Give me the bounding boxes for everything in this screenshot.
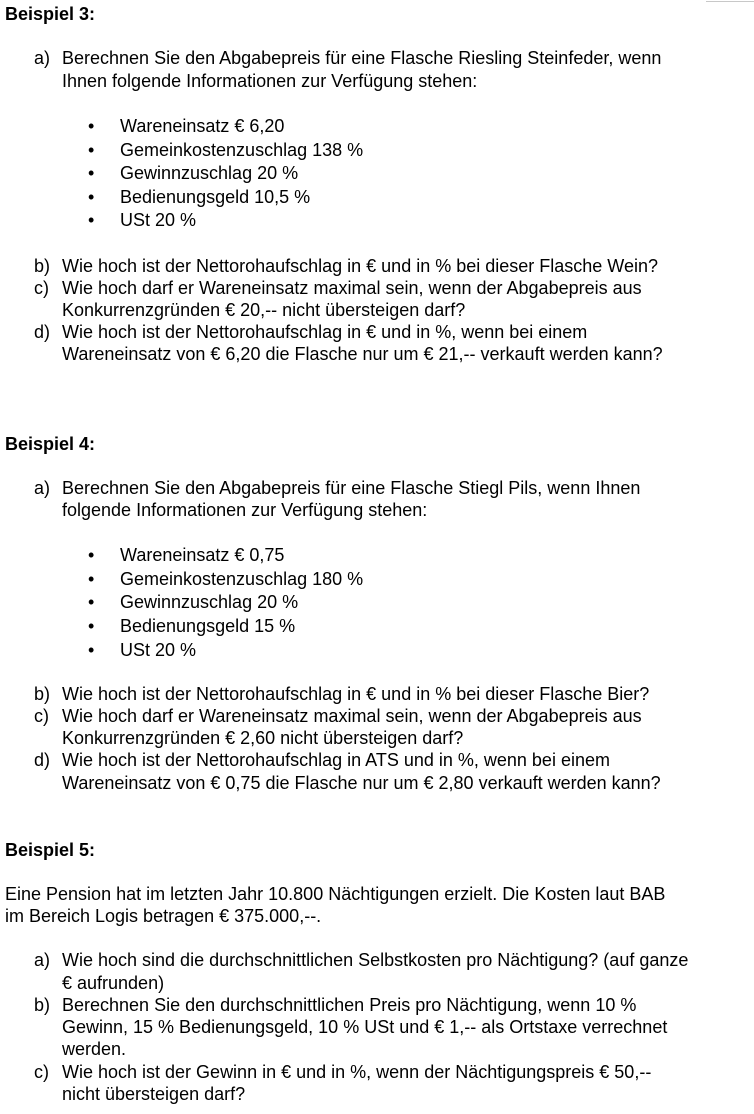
ex4-a-label: a): [34, 478, 51, 498]
ex3-a-label: a): [34, 48, 51, 68]
ex5-b-label: b): [34, 995, 51, 1015]
ex3-c-line-1: Wie hoch darf er Wareneinsatz maximal sein, wenn der Abgabepreis aus: [62, 278, 642, 298]
ex4-c-label: c): [34, 706, 49, 726]
ex5-b-line-2: Gewinn, 15 % Bedienungsgeld, 10 % USt und € 1,-- als Ortstaxe verrechnet: [62, 1017, 668, 1037]
ex4-bullet-2: Gemeinkostenzuschlag 180 %: [120, 569, 364, 589]
ex5-a-line-2: € aufrunden): [62, 973, 165, 993]
ex5-intro-line-1: Eine Pension hat im letzten Jahr 10.800 Nächtigungen erzielt. Die Kosten laut BAB: [5, 884, 666, 904]
ex4-c-line-2: Konkurrenzgründen € 2,60 nicht übersteigen darf?: [62, 728, 464, 748]
ex4-b-line-1: Wie hoch ist der Nettorohaufschlag in € und in % bei dieser Flasche Bier?: [62, 684, 650, 704]
bullet-icon: •: [88, 569, 95, 589]
ex3-bullet-1: Wareneinsatz € 6,20: [120, 116, 285, 136]
ex4-bullet-1: Wareneinsatz € 0,75: [120, 545, 285, 565]
ex4-d-line-1: Wie hoch ist der Nettorohaufschlag in ATS und in %, wenn bei einem: [62, 750, 610, 770]
ex5-a-label: a): [34, 950, 51, 970]
ex5-a-line-1: Wie hoch sind die durchschnittlichen Selbstkosten pro Nächtigung? (auf ganze: [62, 950, 689, 970]
ex4-a-line-2: folgende Informationen zur Verfügung stehen:: [62, 500, 428, 520]
ex3-b-line-1: Wie hoch ist der Nettorohaufschlag in € und in % bei dieser Flasche Wein?: [62, 256, 658, 276]
ex3-b-label: b): [34, 256, 51, 276]
ex3-d-line-2: Wareneinsatz von € 6,20 die Flasche nur um € 21,-- verkauft werden kann?: [62, 344, 663, 364]
ex3-d-label: d): [34, 322, 51, 342]
ex4-bullet-3: Gewinnzuschlag 20 %: [120, 592, 299, 612]
bullet-icon: •: [88, 616, 95, 636]
ex3-heading: Beispiel 3:: [5, 4, 96, 24]
ex3-bullet-4: Bedienungsgeld 10,5 %: [120, 187, 311, 207]
bullet-icon: •: [88, 545, 95, 565]
bullet-icon: •: [88, 640, 95, 660]
ex3-bullet-3: Gewinnzuschlag 20 %: [120, 163, 299, 183]
ex5-c-line-2: nicht übersteigen darf?: [62, 1084, 246, 1104]
ex5-c-label: c): [34, 1062, 49, 1082]
ex5-b-line-1: Berechnen Sie den durchschnittlichen Preis pro Nächtigung, wenn 10 %: [62, 995, 637, 1015]
top-right-rule: [706, 1, 754, 2]
ex5-heading: Beispiel 5:: [5, 840, 96, 860]
ex5-intro-line-2: im Bereich Logis betragen € 375.000,--.: [5, 906, 322, 926]
ex3-c-label: c): [34, 278, 49, 298]
bullet-icon: •: [88, 592, 95, 612]
ex4-heading: Beispiel 4:: [5, 434, 96, 454]
bullet-icon: •: [88, 187, 95, 207]
ex4-b-label: b): [34, 684, 51, 704]
bullet-icon: •: [88, 210, 95, 230]
bullet-icon: •: [88, 116, 95, 136]
ex3-c-line-2: Konkurrenzgründen € 20,-- nicht übersteigen darf?: [62, 300, 466, 320]
ex3-a-line-1: Berechnen Sie den Abgabepreis für eine Flasche Riesling Steinfeder, wenn: [62, 48, 662, 68]
ex4-bullet-4: Bedienungsgeld 15 %: [120, 616, 296, 636]
ex4-a-line-1: Berechnen Sie den Abgabepreis für eine Flasche Stiegl Pils, wenn Ihnen: [62, 478, 641, 498]
bullet-icon: •: [88, 163, 95, 183]
ex3-a-line-2: Ihnen folgende Informationen zur Verfügung stehen:: [62, 71, 478, 91]
ex4-d-line-2: Wareneinsatz von € 0,75 die Flasche nur um € 2,80 verkauft werden kann?: [62, 773, 661, 793]
ex4-d-label: d): [34, 750, 51, 770]
bullet-icon: •: [88, 140, 95, 160]
ex5-b-line-3: werden.: [62, 1039, 127, 1059]
ex5-c-line-1: Wie hoch ist der Gewinn in € und in %, wenn der Nächtigungspreis € 50,--: [62, 1062, 652, 1082]
ex3-bullet-2: Gemeinkostenzuschlag 138 %: [120, 140, 364, 160]
ex3-d-line-1: Wie hoch ist der Nettorohaufschlag in € und in %, wenn bei einem: [62, 322, 588, 342]
ex3-bullet-5: USt 20 %: [120, 210, 197, 230]
ex4-bullet-5: USt 20 %: [120, 640, 197, 660]
ex4-c-line-1: Wie hoch darf er Wareneinsatz maximal sein, wenn der Abgabepreis aus: [62, 706, 642, 726]
